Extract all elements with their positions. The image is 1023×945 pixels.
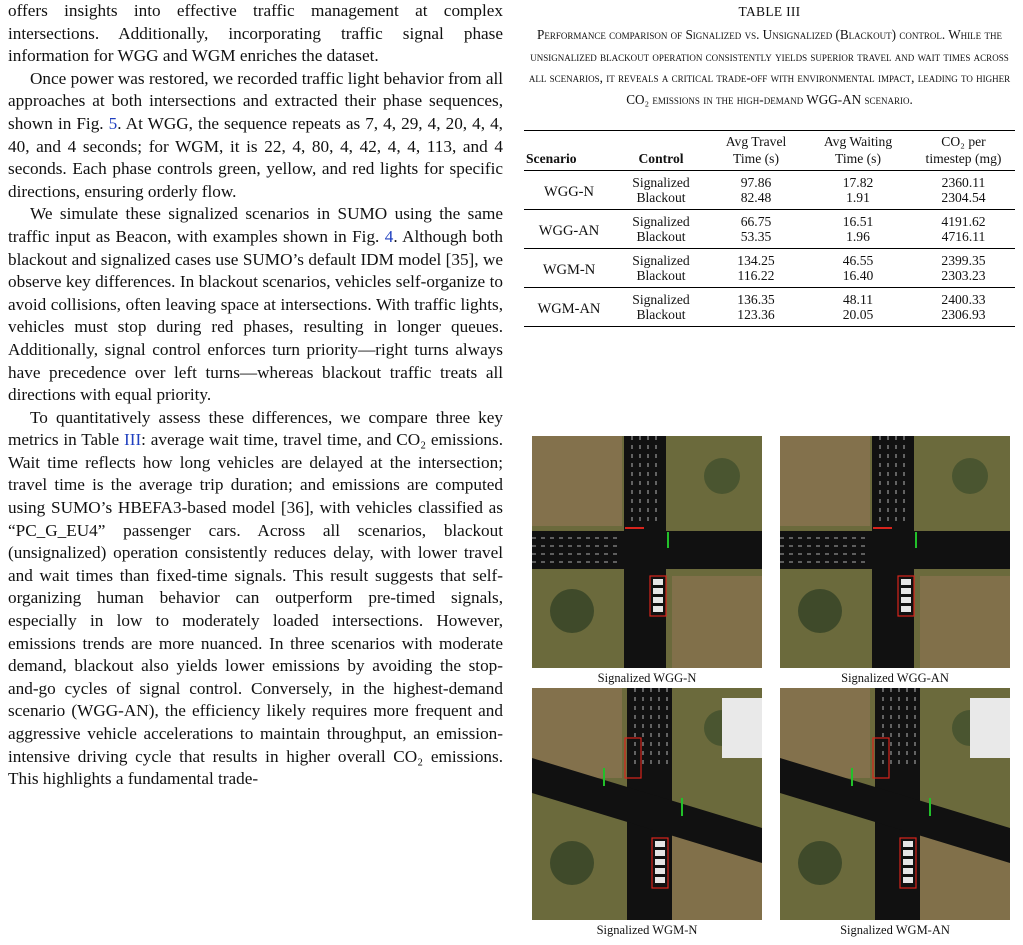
header-wait: Avg Waiting Time (s): [823, 134, 893, 167]
wait-cell: 1.96: [846, 229, 870, 245]
travel-cell: 134.25: [737, 253, 775, 269]
control-cell: Signalized: [632, 214, 690, 230]
fig-ref-link[interactable]: 5: [108, 113, 118, 133]
control-cell: Signalized: [632, 292, 690, 308]
figure-caption: Signalized WGM-AN: [840, 923, 950, 937]
wait-cell: 20.05: [842, 307, 874, 323]
header-co2: CO₂ per timestep (mg): [925, 134, 1002, 167]
paragraph-3: We simulate these signalized scenarios in SUMO using the same traffic input as Beacon, with examples shown in Fig. 4. Although both blackout and signalized cases use SUMO’s default IDM model [35], we observe key differences. In blackout scenarios, vehicles self-organize to avoid collisions, often leaving space at intersections. With traffic lights, vehicles must stop during red phases, resulting in longer queues. Additionally, signal control enforces turn priority—right turns always have precedence over left turns—whereas blackout traffic treats all directions with equal priority.: [8, 204, 503, 405]
figure-panel: [532, 688, 762, 938]
intersection-image: [780, 688, 1010, 920]
table-row: [524, 249, 1015, 269]
control-cell: Signalized: [632, 253, 690, 269]
control-cell: Signalized: [632, 175, 690, 191]
co2-cell: 2399.35: [941, 253, 986, 269]
wait-cell: 48.11: [842, 292, 874, 308]
wait-cell: 16.51: [842, 214, 874, 230]
figure-panel: [780, 436, 1010, 686]
control-cell: Blackout: [636, 268, 686, 284]
table-row: [524, 210, 1015, 230]
control-cell: Blackout: [636, 307, 686, 323]
co2-cell: 2400.33: [941, 292, 986, 308]
travel-cell: 123.36: [737, 307, 775, 323]
figure-caption: Signalized WGG-N: [597, 671, 697, 685]
scenario-cell: WGG-AN: [538, 222, 600, 239]
header-travel: Avg Travel Time (s): [725, 134, 787, 167]
control-cell: Blackout: [636, 229, 686, 245]
body-text: [8, 0, 503, 791]
paragraph-2: Once power was restored, we recorded traffic light behavior from all approaches at both intersections and extracted their phase sequences, shown in Fig. 5. At WGG, the sequence repeats as 7, 4, 29, 4, 20, 4, 4, 40, and 4 seconds; for WGM, it is 22, 4, 80, 4, 42, 4, 4, 113, and 4 seconds. Each phase controls green, yellow, and red lights for specific directions, ensuring orderly flow.: [8, 68, 503, 201]
co2-cell: 2303.23: [941, 268, 986, 284]
table-ref-link[interactable]: III: [124, 430, 142, 450]
travel-cell: 66.75: [740, 214, 772, 230]
header-control: Control: [638, 151, 684, 167]
travel-cell: 82.48: [740, 190, 772, 206]
wait-cell: 17.82: [842, 175, 874, 191]
table-label: TABLE III: [738, 4, 801, 19]
wait-cell: 46.55: [842, 253, 874, 269]
intersection-image: [780, 436, 1010, 668]
scenario-cell: WGM-N: [542, 261, 596, 278]
paragraph-1: offers insights into effective traffic management at complex intersections. Additionally, incorporating traffic signal phase information for WGG and WGM enriches the dataset.: [8, 1, 503, 66]
wait-cell: 1.91: [846, 190, 870, 206]
travel-cell: 136.35: [737, 292, 775, 308]
travel-cell: 97.86: [740, 175, 772, 191]
header-scenario: Scenario: [526, 151, 577, 167]
co2-cell: 4716.11: [941, 229, 986, 245]
scenario-cell: WGG-N: [544, 183, 594, 200]
intersection-image: [532, 688, 762, 920]
co2-cell: 2306.93: [941, 307, 986, 323]
travel-cell: 53.35: [740, 229, 772, 245]
figure-panel: [780, 688, 1010, 938]
table-row: [524, 288, 1015, 308]
paragraph-4: To quantitatively assess these differences, we compare three key metrics in Table III: average wait time, travel time, and CO₂ emissions. Wait time reflects how long vehicles are delayed at the intersection; travel time is the average trip duration; and emissions are computed using SUMO’s HBEFA3-based model [36], with vehicles classified as “PC_G_EU4” passenger cars. Across all scenarios, blackout (unsignalized) operation consistently reduces delay, with lower travel and wait times than fixed-time signals. This result suggests that self-organizing human behavior can outperform pre-timed signals, especially in low to moderately loaded intersections. However, emissions trends are more nuanced. In three scenarios with moderate demand, blackout also yields lower emissions by avoiding the stop-and-go cycles of signal control. Conversely, in the highest-demand scenario (WGG-AN), the efficiency likely requires more frequent and aggressive vehicle accelerations to maintain throughput, an emission-intensive driving cycle that results in higher overall CO₂ emissions. This highlights a fundamental trade-: [8, 407, 504, 789]
figure-caption: Signalized WGG-AN: [841, 671, 949, 685]
figure-panel: [532, 436, 762, 686]
figure-caption: Signalized WGM-N: [596, 923, 698, 937]
control-cell: Blackout: [636, 190, 686, 206]
table-body: [524, 171, 1015, 327]
right-column: [524, 0, 1015, 937]
intersection-image: [532, 436, 762, 668]
travel-cell: 116.22: [737, 268, 775, 284]
co2-cell: 2360.11: [941, 175, 986, 191]
co2-cell: 4191.62: [941, 214, 986, 230]
co2-cell: 2304.54: [941, 190, 986, 206]
table-caption: Performance comparison of Signalized vs. Unsignalized (Blackout) control. While the unsignalized blackout operation consistently yields superior travel and wait times across all scenarios, it reveals a critical trade-off with environmental impact, leading to higher CO₂ emissions in the high-demand WGG-AN scenario.: [528, 27, 1011, 107]
scenario-cell: WGM-AN: [537, 300, 601, 317]
fig-ref-link[interactable]: 4: [384, 226, 394, 246]
table-header-row: [524, 131, 1015, 171]
performance-table: [524, 130, 1015, 327]
table-row: [524, 171, 1015, 191]
wait-cell: 16.40: [842, 268, 874, 284]
